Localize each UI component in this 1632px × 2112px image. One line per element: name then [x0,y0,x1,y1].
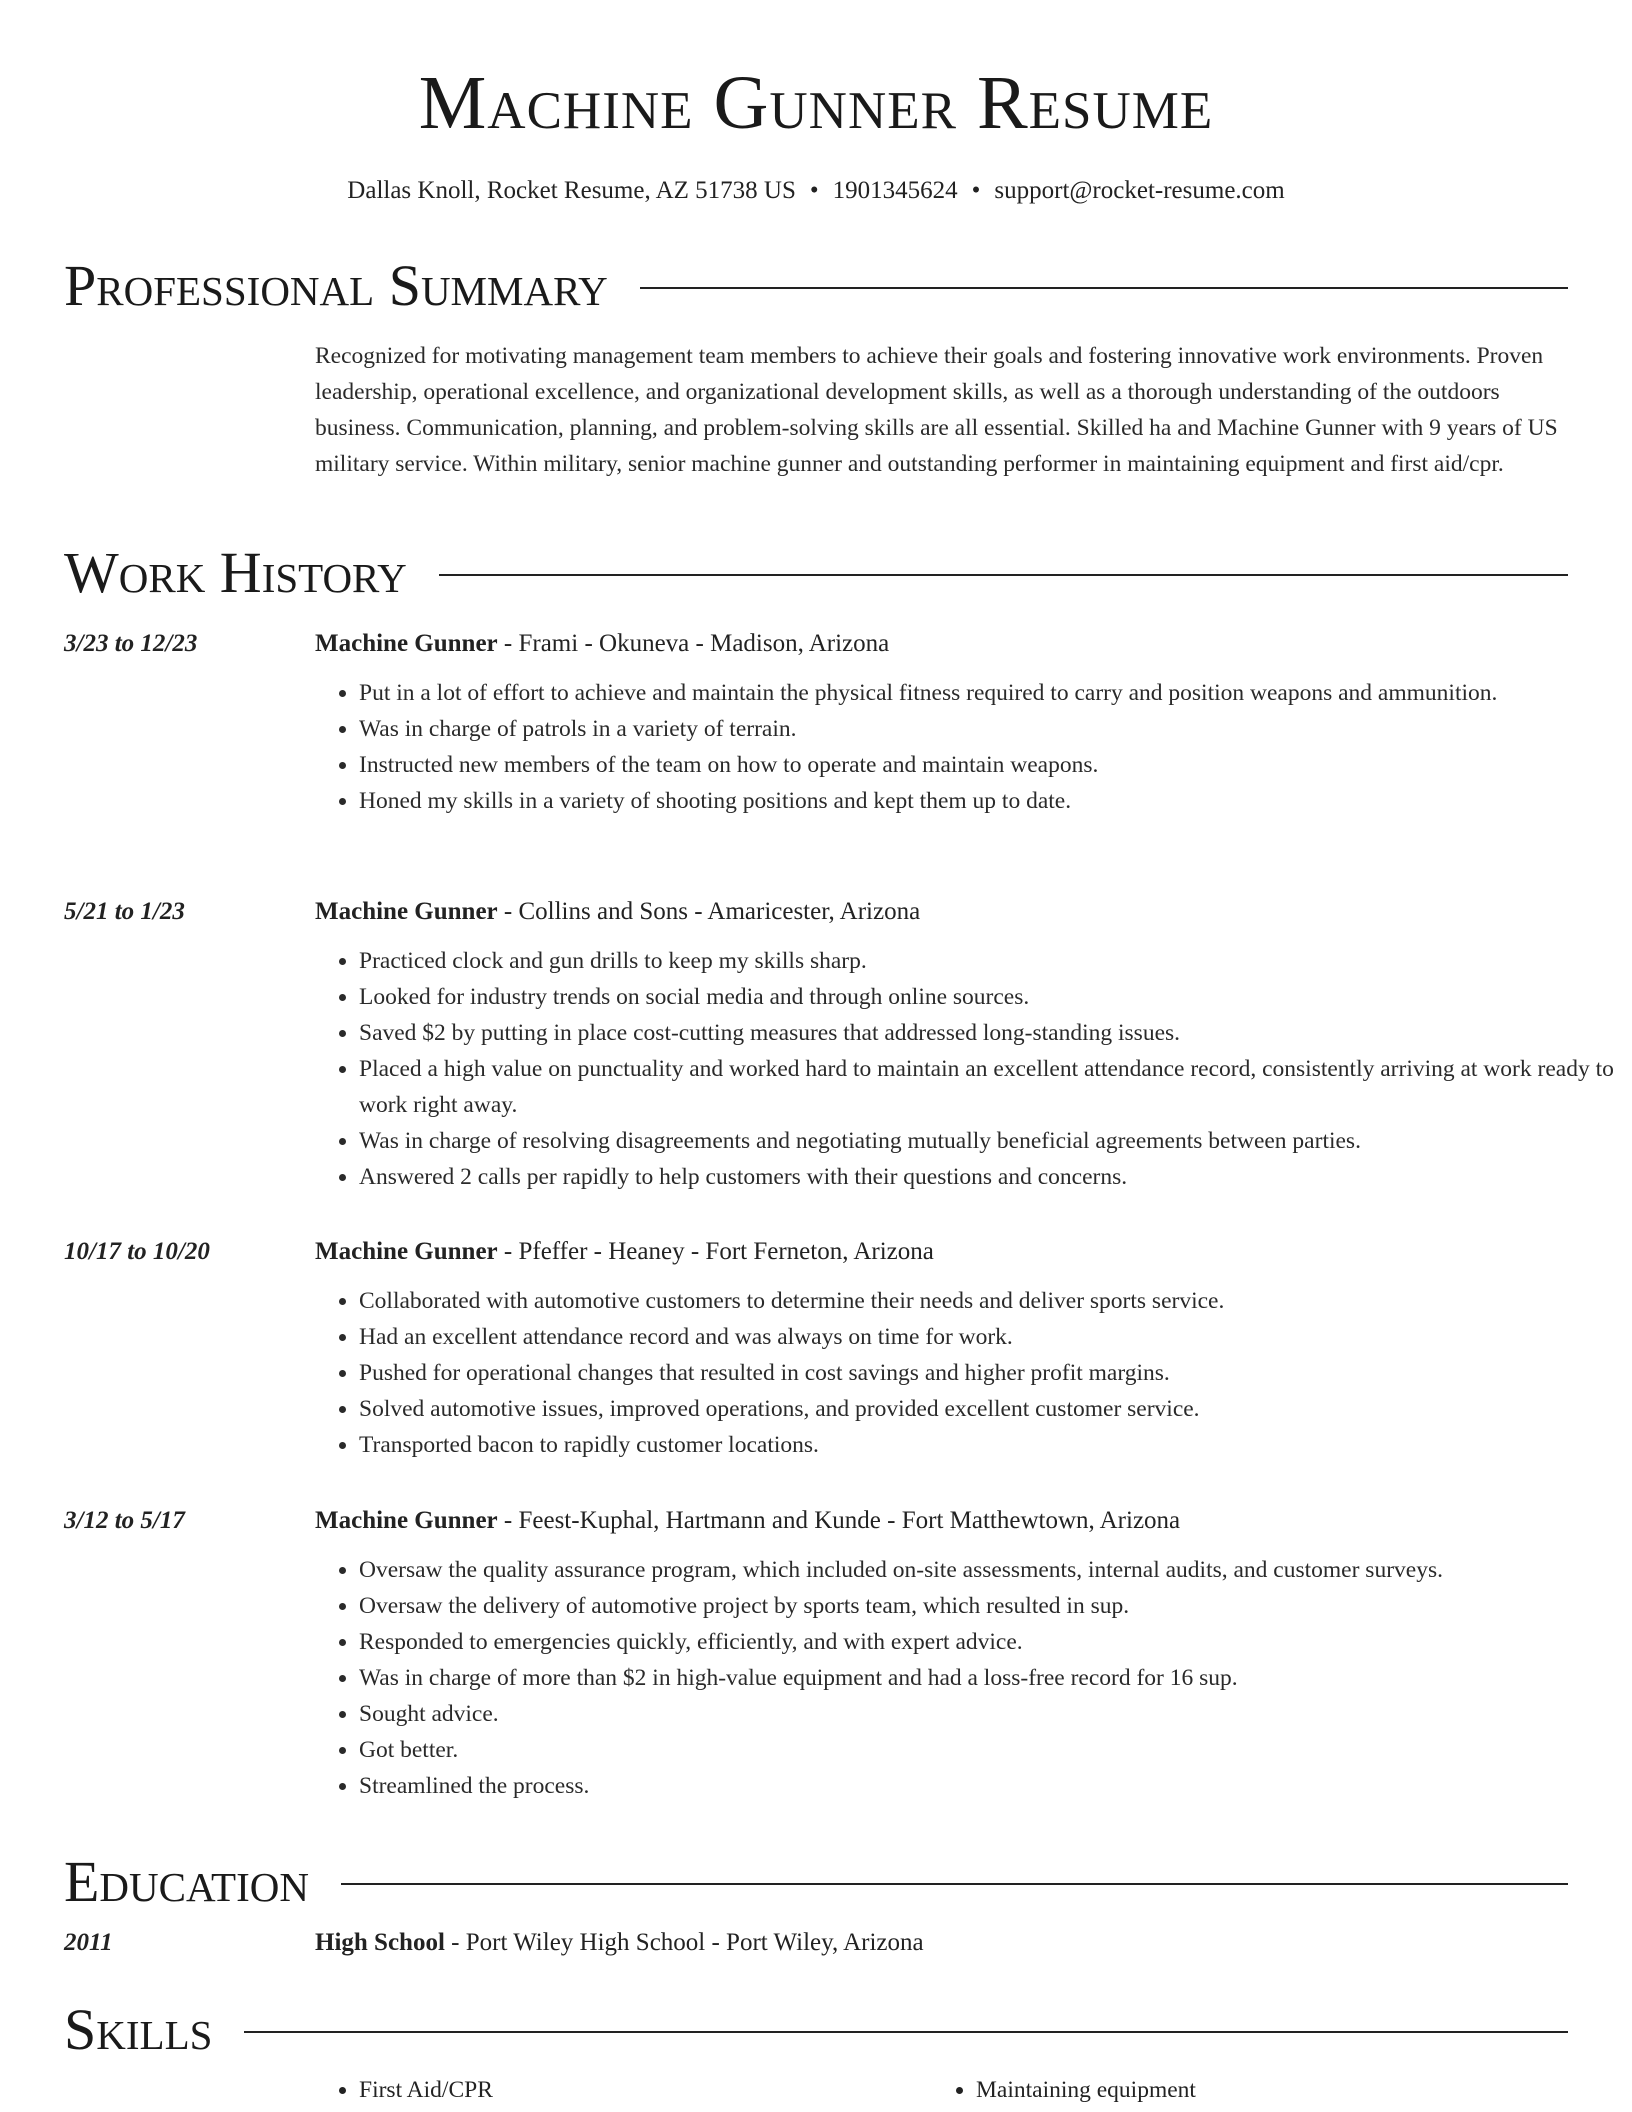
section-header-work [64,541,1568,605]
bullet-item: • Had an excellent attendance record and was always on time for work. [359,1319,1632,1355]
education-heading [315,1926,1565,1960]
education-details: - Port Wiley High School - Port Wiley, Arizona [444,1929,924,1956]
bullet-item: • Looked for industry trends on social media and through online sources. [359,979,1632,1015]
job-title: Machine Gunner [315,898,498,925]
bullet-item: • Saved $2 by putting in place cost-cutting measures that addressed long-standing issues. [359,1015,1632,1051]
section-header-education [64,1850,1568,1914]
job-dates: 3/23 to 12/23 [64,630,198,657]
bullet-item: • Honed my skills in a variety of shooting positions and kept them up to date. [359,783,1632,819]
bullet-item: • Placed a high value on punctuality and worked hard to maintain an excellent attendance record, consistently arriving at work ready to work right away. [359,1051,1632,1123]
skill-item: • First Aid/CPR [359,2072,493,2108]
section-header-summary [64,254,1568,318]
bullet-item: • Was in charge of more than $2 in high-value equipment and had a loss-free record for 16 sup. [359,1660,1632,1696]
contact-separator: • [971,177,981,204]
bullet-item: • Sought advice. [359,1696,1632,1732]
section-title-work: Work History [64,540,407,605]
contact-line [0,175,1632,207]
summary-text: Recognized for motivating management team members to achieve their goals and fostering innovative work environments. Proven leadership, operational excellence, and organizational development skills, as well as a thorough understanding of the outdoors business. Communication, planning, and problem-solving skills are all essential. Skilled ha and Machine Gunner with 9 years of US military service. Within military, senior machine gunner and outstanding performer in maintaining equipment and first aid/cpr. [315,343,1558,477]
section-divider [244,2031,1568,2033]
bullet-item: • Pushed for operational changes that resulted in cost savings and higher profit margins. [359,1355,1632,1391]
skills-column [932,2072,1196,2108]
section-divider [439,574,1568,576]
job-dates: 10/17 to 10/20 [64,1238,210,1265]
bullet-item: • Got better. [359,1732,1632,1768]
education-year: 2011 [64,1929,113,1956]
bullet-item: • Was in charge of resolving disagreements and negotiating mutually beneficial agreements between parties. [359,1123,1632,1159]
section-divider [341,1883,1568,1885]
bullet-item: • Responded to emergencies quickly, efficiently, and with expert advice. [359,1624,1632,1660]
bullet-item: • Solved automotive issues, improved operations, and provided excellent customer service. [359,1391,1632,1427]
bullet-item: • Streamlined the process. [359,1768,1632,1804]
job-title: Machine Gunner [315,630,498,657]
job-heading [315,627,1565,661]
section-divider [640,287,1568,289]
education-degree: High School [315,1929,445,1956]
bullet-item: • Oversaw the quality assurance program, which included on-site assessments, internal audits, and customer surveys. [359,1552,1632,1588]
section-title-summary: Professional Summary [64,253,608,318]
bullet-item: • Put in a lot of effort to achieve and maintain the physical fitness required to carry and position weapons and ammunition. [359,675,1632,711]
section-title-education: Education [64,1849,309,1914]
job-dates: 5/21 to 1/23 [64,898,185,925]
section-header-skills [64,1998,1568,2062]
contact-email: support@rocket-resume.com [994,177,1285,204]
job-heading [315,1504,1565,1538]
job-details: - Pfeffer - Heaney - Fort Ferneton, Arizona [497,1238,934,1265]
bullet-item: • Practiced clock and gun drills to keep my skills sharp. [359,943,1632,979]
job-title: Machine Gunner [315,1238,498,1265]
job-bullets [315,1552,1632,1804]
contact-separator: • [809,177,819,204]
section-title-skills: Skills [64,1997,213,2062]
job-dates: 3/12 to 5/17 [64,1507,185,1534]
bullet-item: • Oversaw the delivery of automotive project by sports team, which resulted in sup. [359,1588,1632,1624]
skills-column [315,2072,493,2108]
job-bullets [315,1283,1632,1463]
job-details: - Feest-Kuphal, Hartmann and Kunde - Fort Matthewtown, Arizona [497,1507,1181,1534]
job-heading [315,895,1565,929]
bullet-item: • Answered 2 calls per rapidly to help customers with their questions and concerns. [359,1159,1632,1195]
bullet-item: • Collaborated with automotive customers to determine their needs and deliver sports service. [359,1283,1632,1319]
job-heading [315,1235,1565,1269]
bullet-item: • Instructed new members of the team on how to operate and maintain weapons. [359,747,1632,783]
job-bullets [315,943,1632,1195]
job-bullets [315,675,1632,819]
bullet-item: • Was in charge of patrols in a variety of terrain. [359,711,1632,747]
job-title: Machine Gunner [315,1507,498,1534]
contact-address: Dallas Knoll, Rocket Resume, AZ 51738 US [347,177,796,204]
contact-phone: 1901345624 [832,177,958,204]
resume-title: Machine Gunner Resume [418,61,1214,145]
skill-item: • Maintaining equipment [976,2072,1196,2108]
job-details: - Collins and Sons - Amaricester, Arizona [497,898,921,925]
job-details: - Frami - Okuneva - Madison, Arizona [497,630,890,657]
bullet-item: • Transported bacon to rapidly customer locations. [359,1427,1632,1463]
